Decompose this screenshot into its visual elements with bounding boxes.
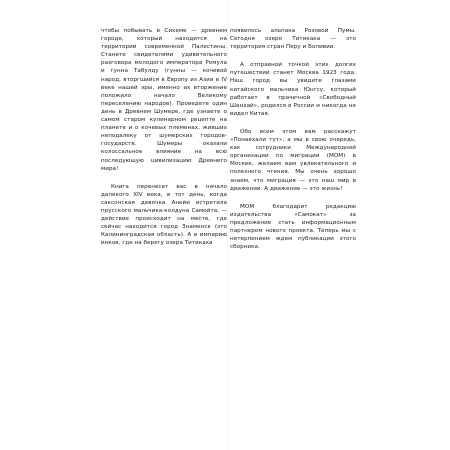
paragraph: А отправной точкой этих долгих путешествий станет Москва 1923 года. Наш город вы увидите глазами китайского мальчика Юнгсу, который работает в прачечной «Свободный Шанхай», родился в России и никогда не видел Китая. bbox=[230, 62, 356, 117]
left-text-column bbox=[101, 27, 227, 247]
right-text-column bbox=[230, 27, 356, 251]
paragraph: чтобы побывать в Сихеме — древнем городе, который находится на территории современной Палестины. Станете свидетелями удивительного разговора молодого императора Ромула и гунна Табулду (гунны — кочевой народ, вторгшийся в Европу из Азии в IV веке нашей эры, именно их вторжение положило начало Великому переселению народов). Проведете один день в Древнем Шумере, где узнаете о самом старом кулинарном рецепте на планете и о кочевых племенах, живших неподалеку от шумерских городов-государств. Шумеры оказали колоссальное влияние на всю последующую цивилизацию Древнего мира! bbox=[101, 28, 227, 172]
paragraph: МОМ благодарит редакцию издательства «Самокат» за предложение стать информационным партнером нового проекта. Теперь мы с нетерпением ждем публикации этого сборника. bbox=[230, 203, 356, 251]
paragraph: появилось альпака Розовой Пумы. Сегодня озеро Титикака — это территория стран Перу и Боливии. bbox=[230, 28, 356, 51]
paragraph: Обо всем этом вам расскажут «Понаехали тут», а мы в свою очередь, как сотрудники Международной организации по миграции (МОМ) в Москве, желаем вам увлекательного и полезного чтения. Мы очень хорошо знаем, что миграция — это наш мир в движении. А движение — это жизнь! bbox=[230, 128, 356, 192]
page-fold-shadow bbox=[227, 0, 228, 450]
paragraph: Книга перенесет вас в начало далекого XIV века, в тот день, когда саксонская девочка Анейи встретила прусского мальчика-колдуна Самойта, — действие происходит на месте, где сейчас находится город Знаменск (это Калининградская область). А в империю инков, где на берегу озера Титикака bbox=[101, 183, 227, 247]
